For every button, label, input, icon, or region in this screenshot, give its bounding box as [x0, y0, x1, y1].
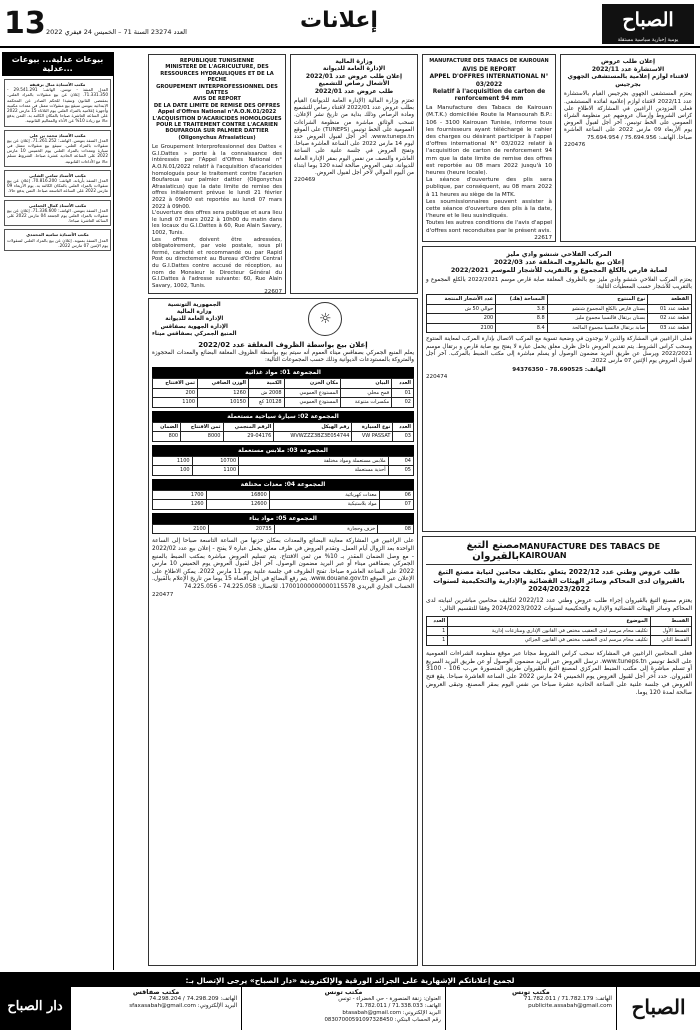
farm-sale-table [426, 294, 692, 333]
customs-group2-table [152, 422, 414, 442]
newspaper-logo [602, 4, 694, 44]
table-cell: 1 [427, 636, 448, 646]
table-cell: 1100 [153, 456, 193, 466]
table-cell: 800 [153, 432, 181, 442]
judicial-ad [4, 130, 111, 167]
table-row [427, 314, 692, 324]
table-cell: بستان برتقال فالنسيا مجموع مليز [547, 314, 648, 324]
footer-contacts [0, 987, 700, 1030]
table-header: المساحة (هك) [496, 295, 547, 305]
judicial-ad [4, 229, 111, 251]
customs-header [152, 302, 414, 338]
table-row [427, 626, 692, 636]
judicial-sales-column [2, 52, 114, 970]
judicial-ad [4, 79, 111, 127]
table-cell: 04 [388, 456, 413, 466]
judicial-ad-title: مكتب الأستاذ سامي الشابي [29, 172, 86, 178]
table-cell: القسط الثاني [650, 636, 691, 646]
group-heading: المجموعة 04: معدات مختلفة [152, 479, 414, 490]
mtk-report-title: AVIS DE REPORT APPEL D'OFFRES INTERNATIONAL N° 03/2022 Relatif à l'acquisition de carton de renforcement 94 mm [429, 67, 549, 103]
judicial-ad [4, 170, 111, 197]
table-header: ثمن الافتتاح [153, 379, 198, 389]
table-row [427, 636, 692, 646]
table-header: العدد [427, 617, 448, 627]
farm-sale-intro: يعتزم المركب الفلاحي شنشو وادي مليز بيع بالظروف المغلقة صابة قارص موسم 2022/2021 بالكلغ المجموع و بالتقريب للأشجار حسب المعطيات التالية: [426, 277, 692, 291]
judicial-ad-text: العدل المنفذ - تونس. الهاتف: 29.541.291 - 71.331.350. إعلان عن بيع منقولات بالمزاد العلني. بمقتضى القانون وتنفيذا للحكم الصادر عن المحكمة الابتدائية بتونس سيقع بيع منقولات تتمثل في معدات مكتبية وأجهزة إعلامية بالمزاد العلني يوم الثلاثاء 15 مارس 2022 على الساعة العاشرة صباحا بالمكان الكائنة به. الثمن يدفع حالا مع زيادة 10% عن الأداء والمعاليم القانونية. [7, 87, 109, 124]
table-cell: قطعة عدد 02 [648, 314, 692, 324]
table-cell: تكليف محام مرسم لدى التعقيب مختص في القانون الجزائي [448, 636, 651, 646]
farm-sale-notice [422, 246, 696, 532]
table-row [153, 524, 414, 534]
mtk-report-body: La Manufacture des Tabacs de Kairouan (M.T.K.) domiciliée Route la Mansourah B.P.: 106 - 3100 Kairouan Tunisie, informe tous les fournisseurs ayant téléchargé le cahier des charges ou désirant participer à l'appel d'offres international N° 03/2022 relatif à l'acquisition de carton de renforcement 94 mm que la date limite de remise des offres est reportée au 08 mars 2022 jusqu'à 10 heures (heure locale). La séance d'ouverture des plis sera publique, par conséquent, au 08 mars 2022 à 11 heures au siège de la MTK. Les soumissionnaires peuvent assister à cette séance d'ouverture des plis à la date, l'heure et le lieu susindiqués. Toutes les autres conditions de l'avis d'appel d'offres sont reconduites par le présent avis. [426, 105, 552, 234]
mtk-report-notice [422, 54, 556, 242]
table-cell: صابة برتقال فالنسيا مجموع المالحة [547, 323, 648, 333]
footer-office-tunis-2 [445, 987, 616, 1030]
judicial-ad-text: العدل المنفذ بتونس. الهاتف: 71.336.600. إعلان عن بيع منقولات بالمزاد العلني يوم الجمعة 04 مارس 2022 على الساعة العاشرة صباحا. [7, 207, 109, 224]
table-cell: 200 [427, 314, 496, 324]
mtk-tender-body: فعلى المحامين الراغبين في المشاركة سحب كراس الشروط مجانا عبر موقع منظومة الشراءات العمومية على الخط تونبس www.tuneps.tn. ترسل العروض عبر البريد مضمون الوصول أو عن طريق البريد السريع أو تسلم مباشرة إلى مكتب الضبط المركزي لمصنع التبغ بالقيروان طريق المنصورة ص.ب 106 - 3100 القيروان. حدد آخر أجل لقبول العروض يوم الخميس 24 مارس 2022 على الساعة العاشرة صباحا. يقع فتح العروض في جلسة علنية على الساعة الحادية عشرة صباحا من نفس اليوم بمقر المصنع. وتبقى العروض صالحة لمدة 120 يوما. [426, 649, 693, 696]
judicial-ad-text: العدل المنفذ بتونس. الهاتف: 71.261.252. إعلان عن بيع منقولات بالمزاد العلني. سيقع بيع منقولات تتمثل في سيارة ومعدات بالمزاد العلني يوم الخميس 10 مارس 2022 على الساعة الحادية عشرة صباحا. الشروط تسلم حالا مع الأداءات القانونية. [7, 137, 109, 164]
table-header: رقم الهيكل [274, 422, 352, 432]
table-header: الضمان [153, 422, 181, 432]
table-cell: WVWZZZ3BZ3E054744 [274, 432, 352, 442]
table-cell: 2008 ش [248, 388, 284, 398]
table-cell: المستودع العمومي [284, 398, 341, 408]
table-cell: 05 [388, 466, 413, 476]
group-heading: المجموعة 05: مواد بناء [152, 513, 414, 524]
table-cell: VW PASSAT [352, 432, 393, 442]
consultation-notice [560, 54, 696, 242]
table-cell: 16800 [206, 490, 269, 500]
table-row [153, 398, 414, 408]
table-cell: 03 [393, 432, 414, 442]
judicial-ad-title: مكتب الأستاذة سامية المحمدي [26, 232, 89, 238]
table-cell: مكسرات متنوعة [341, 398, 392, 408]
customs-sale-intro: يعلم المنبع الجمركي بصفاقس ميناء العموم أنه سيتم بيع بواسطة الظروف المغلقة البضائع والمعدات المحجوزة والمتروكة بالمستودعات الديوانية وذلك حسب المجموعات التالية: [152, 350, 414, 364]
judicial-ad-title: مكتب الأستاذ محمد بن علي [29, 132, 86, 138]
customs-sale-body: على الراغبين في المشاركة معاينة البضائع والمعدات بمكان خزنها من الساعة التاسعة صباحا إلى الساعة الواحدة بعد الزوال أيام العمل. وتقدم العروض في ظرف مغلق يحمل عبارة لا يفتح - إعلان بيع عدد 2022/02 - مع وصل الضمان المقدر بـ 10% من ثمن الافتتاح. يتم تسليم العروض مباشرة بمكتب الضبط بالمنبع الجمركي بصفاقس ميناء أو عبر البريد مضمون الوصول. آخر أجل لقبول العروض يوم الخميس 10 مارس 2022 على الساعة العاشرة صباحا. تفتح الظروف في جلسة علنية يوم 11 مارس 2022. يمكن الاطلاع على الإعلان عبر الموقع www.douane.gov.tn. يتم رفع البضائع في أجل أقصاه 15 يوما من تاريخ الإعلام بالقبول. الحساب الجاري البريدي 17001000000000115578. للاتصال: 74.225.058 - 74.225.056 [152, 538, 415, 590]
table-header: عدد الأشجار المنتجة [427, 295, 496, 305]
table-row [153, 432, 414, 442]
table-header: العدد [392, 379, 414, 389]
table-header: نوع السيارة [352, 422, 393, 432]
footer-banner: لجميع إعلاناتكم الإشهارية على الجرائد الورقية والإلكترونية «دار الصباح» يرجى الإتصال بـ: [0, 974, 700, 987]
logo-subtitle: يومية إخبارية سياسية مستقلة [617, 37, 679, 43]
mtk-tender-header [426, 540, 692, 565]
judicial-sales-title: بيوعات عدلية... بيوعات عدلية... [2, 52, 113, 76]
farm-sale-ref: 220474 [426, 374, 448, 381]
group-heading: المجموعة 01: مواد غذائية [152, 367, 414, 378]
office-title: مكتب صفاقس [132, 988, 180, 996]
gidattes-title: REPUBLIQUE TUNISIENNE MINISTERE DE L'AGRICULTURE, DES RESSOURCES HYDRAULIQUES ET DE LA PECHE GROUPEMENT INTERPROFESSIONNEL DES DATTES AVIS DE REPORT DE LA DATE LIMITE DE REMISE DES OFFRES Appel d'Offres National n°A.O.N.01/2022 L'ACQUISITION D'ACARICIDES HOMOLOGUES POUR LE TRAITEMENT CONTRE L'ACARIEN BOUFAROUA SUR PALMIER DATTIER (Oligonychus Afrasiaticus) [152, 58, 282, 141]
bank-account: رقم الحساب البنكي: 08307000591097328450 [324, 1016, 441, 1023]
judicial-ad [4, 200, 111, 227]
mtk-tender-title: طلب عروض وطني عدد 2022/12 يتعلق بتكليف محامين لنيابة مصنع التبغ بالقيروان لدى المحاكم وسائر الهيئات القضائية والإدارية والتحكيمية لسنوات 2024/2023/2022 [433, 568, 685, 594]
table-cell: 01 [392, 388, 414, 398]
finance-title: وزارة المالية الإدارة العامة للديوانة إعلان طلب عروض عدد 2022/01 الأشغال رصاص للتشميع طلب عروض عدد 2022/01 [305, 58, 403, 95]
customs-sale-title: إعلان بيع بواسطة الظروف المغلقة عدد 2022/02 [198, 341, 368, 350]
table-header: الكمية [248, 379, 284, 389]
mtk-tender-intro: يعتزم مصنع التبغ بالقيروان إجراء طلب عروض وطني عدد 2022/12 لتكليف محامين مباشرين لنيابته لدى المحاكم وسائر الهيئات القضائية والإدارية والتحكيمية لسنوات 2024/2023/2022 وفقا للتقسيم التالي: [426, 596, 692, 612]
judicial-ad-text: العدل المنفذ بمنوبة. إعلان عن بيع بالمزاد العلني لمنقولات يوم الإثنين 07 مارس 2022. [7, 237, 108, 248]
table-cell: 12600 [206, 500, 269, 510]
office-lines: الهاتف: 71.782.179 / 71.782.011 publicite.assabah@gmail.com [523, 996, 612, 1010]
farm-sale-title: المركب الفلاحي شنشو وادي مليز إعلان بيع بالظروف المغلقة عدد 2022/03 لصابة قارص بالكلغ المجموع و بالتقريب للأشجار للموسم 2022/2021 [450, 250, 668, 274]
mtk-lawyers-tender [422, 536, 696, 966]
judicial-ad-title: مكتب الأستاذة منال برقيقة [29, 82, 86, 87]
tunisia-crest-icon: ☼ [308, 302, 342, 336]
consultation-title: إعلان طلب عروض الاستشارة عدد 2022/11 لاقتناء لوازم إعلامية بالمستشفى الجهوي بجرجيس [567, 58, 689, 88]
footer-logo-left: دار الصباح [0, 987, 70, 1030]
customs-org-lines: الجمهورية التونسية وزارة المالية الإدارة العامة للديوانة الإدارة الجهوية بصفاقس المنبع الجمركي بصفاقس ميناء [152, 302, 237, 337]
table-header: العدد [393, 422, 414, 432]
table-cell: 8000 [181, 432, 223, 442]
table-cell: 10128 كغ [248, 398, 284, 408]
page-number: 13 [4, 6, 46, 41]
table-header: الموضوع [448, 617, 651, 627]
table-row [153, 490, 414, 500]
gidattes-notice [148, 54, 286, 294]
table-cell: القسط الأول [650, 626, 691, 636]
table-header: القطعة [648, 295, 692, 305]
farm-sale-body: فعلى الراغبين في المشاركة والذين لا يوجدون في وضعية تسوية مع المركب الاتصال بإدارة المركب لمعاينة المنتوج وسحب كراس الشروط. يتم تقديم العروض داخل ظرف مغلق يحمل عبارة لا يفتح بيع صابة قارص و برتقال موسم 2022/2021 ويرسل عن طريق البريد مضمون الوصول أو يسلم مباشرة إلى مكتب الضبط بالمركب. آخر أجل لقبول العروض يوم الإثنين 07 مارس 2022. [426, 336, 692, 365]
footer-office-sfax [70, 987, 241, 1030]
table-cell: 1700 [153, 490, 207, 500]
logo-text: الصباح [622, 9, 674, 31]
office-title: مكتب تونس [512, 988, 550, 996]
consultation-body: يعتزم المستشفى الجهوي بجرجيس القيام بالاستشارة عدد 2022/11 لاقتناء لوازم إعلامية لفائدة المستشفى. فعلى المزودين الراغبين في المشاركة الاطلاع على كراس الشروط وإرسال عروضهم عبر منظومة الشراء العمومي على الخط تونبس. آخر أجل لقبول العروض يوم الأربعاء 09 مارس 2022 على الساعة العاشرة صباحا. الهاتف: 75.694.956 / 75.694.954 [564, 91, 692, 141]
judicial-ad-title: مكتب الأستاذ كمال الحمامي [28, 202, 87, 208]
finance-body: تعتزم وزارة المالية (الإدارة العامة للديوانة) القيام بطلب عروض عدد 2022/01 لاقتناء رصاص للتشميع ومادة الرصاص وذلك بداية من تاريخ نشر الإعلان. تسحب الوثائق مباشرة من منظومة الشراءات العمومية على الخط تونبس (TUNEPS) على الموقع www.tuneps.tn. آخر أجل لقبول العروض حدد ليوم 14 مارس 2022 على الساعة العاشرة صباحا. وتفتح العروض في جلسة علنية على الساعة العاشرة والنصف من نفس اليوم بمقر الإدارة العامة للديوانة. تبقى العروض صالحة لمدة 120 يوما ابتداء من اليوم الموالي لآخر أجل لقبول العروض. [294, 98, 415, 177]
table-header: نوع المنتوج [547, 295, 648, 305]
farm-sale-phone: الهاتف: 78.690525 - 94376350 [512, 367, 606, 374]
table-cell: 2100 [427, 323, 496, 333]
table-row [153, 500, 414, 510]
table-cell: 06 [379, 490, 413, 500]
table-cell: المستودع العمومي [284, 388, 341, 398]
table-cell: 10150 [198, 398, 249, 408]
footer-logo-right: الصباح [616, 987, 700, 1030]
page-header [0, 0, 700, 48]
office-title: مكتب تونس [324, 988, 363, 996]
table-cell: 29-04176 [223, 432, 274, 442]
customs-sale-notice [148, 298, 418, 966]
table-cell: قطعة عدد 03 [648, 323, 692, 333]
office-lines: العنوان: زنقة المنصورة - حي الخضراء - تونس الهاتف: 71.338.033 / 71.782.011 البريد الإلكتروني: btasabah@gmail.com [338, 996, 441, 1016]
table-cell: حوالي 50 ش [427, 304, 496, 314]
table-cell: 08 [378, 524, 414, 534]
mtk-tender-table [426, 616, 692, 646]
table-row [427, 304, 692, 314]
table-cell: بستان قارص بالكلغ المجموع شنشو [547, 304, 648, 314]
table-row [153, 388, 414, 398]
table-cell: 100 [153, 466, 193, 476]
customs-group4-table [152, 490, 414, 510]
table-cell: 200 [153, 388, 198, 398]
section-title: إعلانات [300, 8, 378, 33]
table-cell: 8.4 [496, 323, 547, 333]
table-cell: تكليف محام مرسم لدى التعقيب مختص في القانون الإداري ومنازعات إدارية [448, 626, 651, 636]
group-heading: المجموعة 02: سيارة سياحية مستعملة [152, 411, 414, 422]
page-footer [0, 972, 700, 1030]
table-cell: 1260 [198, 388, 249, 398]
finance-tender-notice [290, 54, 418, 294]
table-cell: 1100 [192, 466, 239, 476]
table-cell: معدات كهربائية [269, 490, 379, 500]
table-header: مكان الخزن [284, 379, 341, 389]
table-cell: مواد بلاستيكية [269, 500, 379, 510]
table-row [153, 456, 414, 466]
office-lines: الهاتف: 74.298.209 / 74.298.204 البريد الإلكتروني: sfaxasabah@gmail.com [129, 996, 238, 1010]
table-cell: 10700 [192, 456, 239, 466]
table-cell: أحذية مستعملة [239, 466, 389, 476]
table-header: الرقم المنجمي [223, 422, 274, 432]
table-cell: 1100 [153, 398, 198, 408]
table-cell: ملابس مستعملة ومواد مختلفة [239, 456, 389, 466]
table-cell: قطعة عدد 01 [648, 304, 692, 314]
table-cell: 3.8 [496, 304, 547, 314]
table-cell: 20735 [208, 524, 274, 534]
mtk-org-ar: مصنع التبغ بالقيروان [466, 540, 520, 562]
mtk-org-name: MANUFACTURE DES TABACS DE KAIROUAN [429, 58, 549, 64]
table-cell: قمح محلي [341, 388, 392, 398]
consultation-ref: 220476 [564, 141, 586, 148]
customs-group5-table [152, 524, 414, 535]
table-cell: 1260 [153, 500, 207, 510]
footer-office-tunis [241, 987, 445, 1030]
issue-line: العدد 23274 السنة 71 – الخميس 24 فيفري 2022 [46, 28, 187, 36]
table-header: القسط [650, 617, 691, 627]
table-cell: 1 [427, 626, 448, 636]
customs-group3-table [152, 456, 414, 476]
table-cell: 2100 [153, 524, 209, 534]
gidattes-ref: 22607 [264, 289, 282, 294]
table-cell: 02 [392, 398, 414, 408]
table-row [427, 323, 692, 333]
table-cell: 07 [379, 500, 413, 510]
group-heading: المجموعة 03: ملابس مستعملة [152, 445, 414, 456]
table-row [153, 466, 414, 476]
gidattes-body: Le Groupement Interprofessionnel des Dattes « G.I.Dattes » porte à la connaissance des intéressés par l'Appel d'Offres National n° A.O.N.01/2022 relatif à l'acquisition d'acaricides homologués pour le traitement contre l'acarien Boufaroua sur palmier dattier (Oligonychus Afrasiaticus) que la date limite de remise des offres initialement prévue le lundi 21 février 2022 à 09h00 est reportée au lundi 07 mars 2022 à 09h00. L'ouverture des offres sera publique et aura lieu le lundi 07 mars 2022 à 10h00 du matin dans les locaux du G.I.Dattes à 60, Rue Alain Savary, 1002, Tunis. Les offres doivent être adressées, obligatoirement, par voie postale, sous pli fermé, cacheté et recommandé ou par Rapid Post ou directement au Bureau d'Ordre Central du G.I.Dattes contre accusé de réception, au nom de Monsieur le Directeur Général du G.I.Dattes à l'adresse suivante: 60, Rue Alain Savary, 1002, Tunis. [152, 144, 282, 289]
mtk-report-ref: 22617 [534, 234, 552, 241]
table-header: ثمن الافتتاح [181, 422, 223, 432]
table-header: الوزن الصافي [198, 379, 249, 389]
mtk-org-fr: MANUFACTURE DES TABACS DE KAIROUAN [519, 542, 661, 560]
customs-sale-ref: 220477 [152, 591, 174, 598]
table-header: البيان [341, 379, 392, 389]
finance-ref: 220469 [294, 177, 316, 184]
customs-group1-table [152, 378, 414, 408]
table-cell: خزف وحجارة [274, 524, 378, 534]
judicial-ad-text: العدل المنفذ بأريانة. الهاتف: 70.816.200. إعلان عن بيع منقولات بالمزاد العلني بالمكان الكائنة به. يوم الأربعاء 09 مارس 2022 على الساعة التاسعة صباحا. الثمن يدفع حالا. [7, 178, 108, 194]
table-cell: 8.8 [496, 314, 547, 324]
